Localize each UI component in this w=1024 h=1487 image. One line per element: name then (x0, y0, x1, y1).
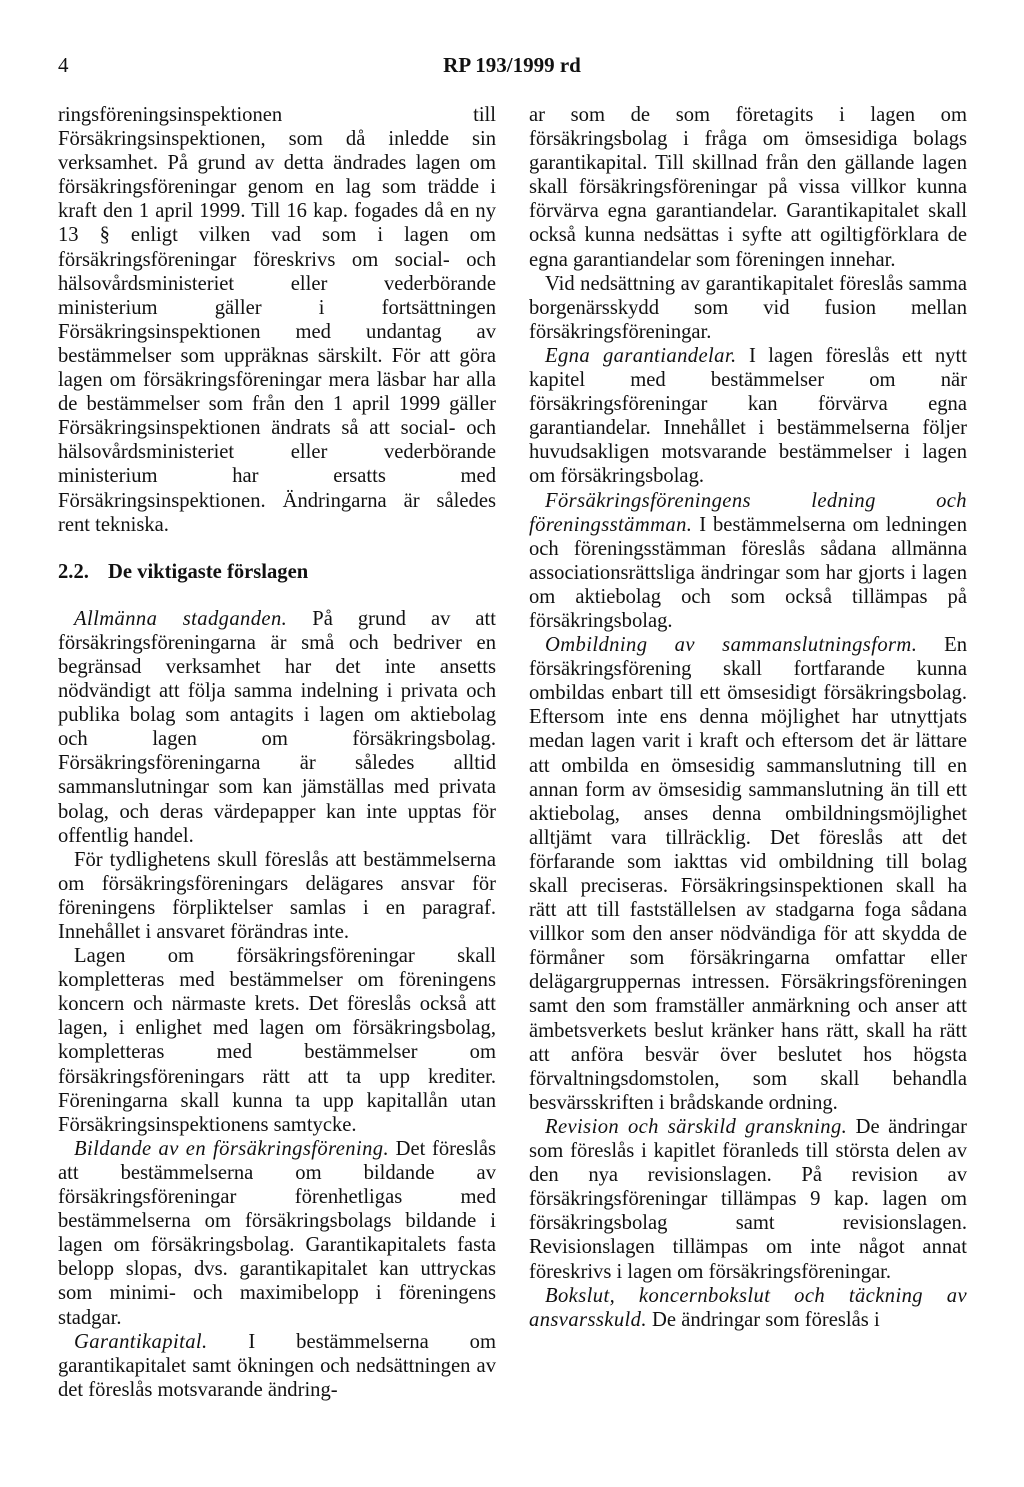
paragraph (58, 1330, 496, 1402)
paragraph (529, 489, 967, 634)
paragraph (529, 1284, 967, 1332)
page-number: 4 (58, 53, 69, 77)
page-header (58, 50, 966, 80)
paragraph-lead: Försäkringsföreningens ledning och föreningsstämman. (529, 489, 967, 536)
paragraph-text: I lagen föreslås ett nytt kapitel med bestämmelser om när försäkringsföreningar kan förvärva egna garantiandelar. Innehållet i bestämmelserna följer huvudsakligen motsvarande bestämmelser i lagen om försäkringsbolag. (529, 344, 967, 488)
paragraph-lead: Bildande av en försäkringsförening. (74, 1137, 390, 1160)
section-number: 2.2. (58, 560, 89, 583)
paragraph-text: I bestämmelserna om garantikapitalet samt ökningen och nedsättningen av det föreslås motsvarande ändring- (58, 1330, 496, 1401)
paragraph-lead: Garantikapital. (74, 1330, 208, 1353)
paragraph-lead: Bokslut, koncernbokslut och täckning av ansvarsskuld. (529, 1284, 967, 1331)
paragraph-text: Det föreslås att bestämmelserna om bildande av försäkringsföreningar förenhetligas med bestämmelserna om försäkringsbolags bildande i lagen om försäkringsbolag. Garantikapitalets fasta belopp slopas, dvs. garantikapitalet kan uttryckas som minimi- och maximibelopp i föreningens stadgar. (58, 1137, 497, 1329)
paragraph-text: En försäkringsförening skall fortfarande kunna ombildas enbart till ett ömsesidigt försäkringsbolag. Eftersom inte ens denna möjlighet har utnyttjats medan lagen varit i kraft och eftersom det är lättare att ombilda en ömsesidig sammanslutning till en annan form av ömsesidig sammanslutning än till ett aktiebolag, anses denna ombildningsmöjlighet alltjämt vara tillräcklig. Det föreslås att det förfarande som iakttas vid ombildning till bolag skall preciseras. Försäkringsinspektionen skall ha rätt att till fastställelsen av stadgarna foga sådana villkor som den anser nödvändiga för att skydda de förmåner som försäkringarna omfattar eller delägargruppernas intressen. Försäkringsföreningen samt den som framställer anmärkning och anser att ämbetsverkets beslut kränker hans rätt, skall ha rätt att anföra besvär över beslutet hos högsta förvaltningsdomstolen, som skall behandla besvärsskriften i brådskande ordning. (529, 634, 967, 1114)
paragraph (529, 344, 967, 489)
paragraph-lead: Ombildning av sammanslutningsform. (545, 634, 918, 657)
paragraph-lead: Revision och särskild granskning. (545, 1115, 848, 1138)
paragraph: Lagen om försäkringsföreningar skall kompletteras med bestämmelser om föreningens koncern och närmaste krets. Det föreslås också att lagen, i enlighet med lagen om försäkringsbolag, kompletteras med bestämmelser om försäkringsföreningars rätt att ta upp krediter. Föreningarna skall kunna ta upp kapitallån utan Försäkringsinspektionens samtycke. (58, 945, 496, 1136)
section-title: De viktigaste förslagen (108, 560, 309, 583)
running-title: RP 193/1999 rd (443, 53, 581, 77)
paragraph: Vid nedsättning av garantikapitalet föreslås samma borgenärsskydd som vid fusion mellan försäkringsföreningar. (529, 272, 967, 343)
paragraph: För tydlighetens skull föreslås att bestämmelserna om försäkringsföreningars delägares ansvar för föreningens förpliktelser samlas i en paragraf. Innehållet i ansvaret förändras inte. (58, 848, 496, 943)
paragraph: ringsföreningsinspektionen till Försäkringsinspektionen, som då inledde sin verksamhet. På grund av detta ändrades lagen om försäkringsföreningar genom en lag som trädde i kraft den 1 april 1999. Till 16 kap. fogades då en ny 13 § enligt vilken vad som i lagen om försäkringsföreningar föreskrivs om social- och hälsovårdsministeriet eller vederbörande ministerium gäller i fortsättningen Försäkringsinspektionen med undantag av bestämmelser som uppräknas särskilt. För att göra lagen om försäkringsföreningar mera läsbar har alla de bestämmelser som från den 1 april 1999 gäller Försäkringsinspektionen ändrats så att social- och hälsovårdsministeriet eller vederbörande ministerium har ersatts med Försäkringsinspektionen. Ändringarna är således rent tekniska. (58, 104, 496, 536)
left-column (58, 103, 496, 1402)
right-column (529, 103, 967, 1332)
paragraph-text: De ändringar som föreslås i kapitlet föranleds till största delen av den nya revisionslagen. På revision av försäkringsföreningar tillämpas 9 kap. lagen om försäkringsbolag samt revisionslagen. Revisionslagen tillämpas om inte något annat föreskrivs i lagen om försäkringsföreningar. (529, 1115, 967, 1283)
section-heading (58, 560, 496, 584)
paragraph (58, 1137, 496, 1330)
paragraph: ar som de som företagits i lagen om försäkringsbolag i fråga om ömsesidiga bolags garantikapital. Till skillnad från den gällande lagen skall försäkringsföreningar på vissa villkor kunna förvärva egna garantiandelar. Garantikapitalet skall också kunna nedsättas i syfte att ogiltigförklara de egna garantiandelar som föreningen innehar. (529, 104, 967, 271)
paragraph (529, 1115, 967, 1284)
paragraph-text: På grund av att försäkringsföreningarna är små och bedriver en begränsad verksamhet har det inte ansetts nödvändigt att följa samma indelning i privata och publika bolag som antagits i lagen om aktiebolag och lagen om försäkringsbolag. Försäkringsföreningarna är således alltid sammanslutningar som kan jämställas med privata bolag, och deras värdepapper kan inte upptas för offentlig handel. (58, 607, 496, 847)
paragraph-text: I bestämmelserna om ledningen och föreningsstämman föreslås sådana allmänna associationsrättsliga ändringar som har gjorts i lagen om aktiebolag och som också tillämpas på försäkringsbolag. (529, 513, 967, 632)
paragraph (58, 607, 496, 848)
paragraph-lead: Egna garantiandelar. (545, 344, 737, 367)
paragraph (529, 633, 967, 1115)
paragraph-text: De ändringar som föreslås i (646, 1308, 880, 1331)
paragraph-lead: Allmänna stadganden. (74, 607, 288, 630)
